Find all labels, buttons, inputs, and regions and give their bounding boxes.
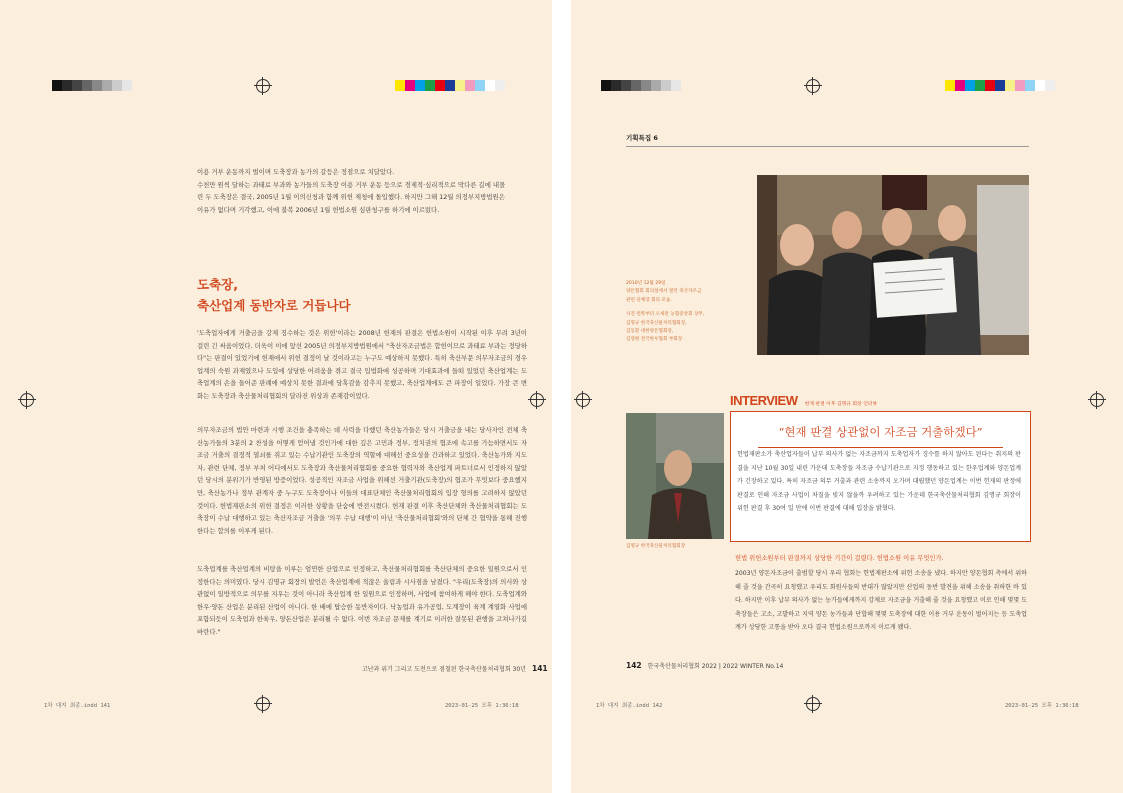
file-slug-date: 2023-01-25 오후 1:36:18 [1005, 703, 1079, 709]
registration-mark [806, 79, 820, 93]
color-bar [945, 80, 1055, 91]
page-number: 142 [626, 661, 642, 670]
caption-line: 김영원 전국한우협회 부회장 [626, 337, 683, 343]
interview-quote: “현재 판결 상관없이 자조금 거출하겠다” [778, 425, 983, 439]
registration-mark [576, 393, 590, 407]
section-heading [197, 274, 351, 316]
file-slug-date: 2023-01-25 오후 1:36:18 [445, 703, 519, 709]
caption-line: 김명규 한국축산물처리협회장, [626, 320, 687, 326]
interview-answer: 2003년 양돈자조금이 출범할 당시 우리 협회는 헌법재판소에 위헌 소송을 냈다. 하지만 양돈협회 측에서 위하해 줄 것을 간곡히 요청했고 우리도 회원사들의 반대가 많았지만 산업의 동반 발전을 위해 소송을 취하한 바 있다. 하지만 이후 납부 의사가 없는 농가들에게까지 강제로 자조금을 거출해 줄 것을 요청했고 이로 인해 몇몇 도축장들은 고소, 고발하고 지역 양돈 농가들과 단합해 몇몇 도축장에 대한 이용 거부 운동이 벌어지는 등 도축업계가 상당한 고통을 받아 오다 결국 헌법소원으로까지 이르게 됐다. [735, 570, 1027, 631]
page-number: 141 [531, 664, 548, 673]
intro-line: 이용 거부 운동까지 벌이며 도축장과 농가의 갈등은 정점으로 치달았다. [197, 168, 395, 176]
portrait-photo [626, 413, 724, 539]
intro-line: 이유가 없다며 기각했고, 이에 불복 2006년 1월 헌법소원 심판청구를 하기에 이르렀다. [197, 205, 440, 214]
registration-mark [256, 79, 270, 93]
caption-line: 양돈협회 회의실에서 열린 축산자조금 [626, 289, 702, 295]
grayscale-bar [601, 80, 681, 91]
heading-line: 축산업계 동반자로 거듭나다 [197, 298, 351, 313]
registration-mark [1090, 393, 1104, 407]
left-folio [362, 664, 548, 673]
caption-line: 사진 왼쪽부터 오세관 농협중앙회 상무, [626, 312, 705, 318]
registration-mark [806, 697, 820, 711]
body-column [197, 563, 527, 651]
file-slug: 1차 대지 최종.indd 141 [44, 703, 111, 709]
right-folio [626, 661, 783, 670]
portrait-caption: 김명규 한국축산물처리협회장 [626, 544, 686, 549]
file-slug: 1차 대지 최종.indd 142 [596, 703, 663, 709]
photo-caption [626, 280, 736, 345]
gutter [552, 0, 571, 793]
intro-paragraph [197, 166, 527, 216]
folio-text: 고난과 위기 그리고 도전으로 점철된 한국축산물처리협회 30년 [362, 666, 526, 673]
registration-mark [20, 393, 34, 407]
registration-mark [530, 393, 544, 407]
divider [626, 146, 1029, 147]
section-label: 기획특집 6 [626, 134, 658, 142]
paragraph: 의무자조금의 법안 마련과 시행 조건을 충족하는 데 사력을 다했던 축산농가들은 당시 거출금을 내는 당사자인 전체 축산농가들의 3분의 2 찬성을 어떻게 얻어낼 것인가에 대한 깊은 고민과 정부, 정치권의 협조에 속고를 가늠하면서도 자조금 거출의 결정적 열쇠를 쥐고 있는 수납기관인 도축장의 역할에 대해선 중요성을 간과하고 있었다. 축산농가와 지도자, 관련 단체, 정부 부처 어디에서도 도축장과 축산물처리협회를 중요한 협력자와 축산업계 파트너로서 인정하지 않았던 당시의 분위기가 반영된 방증이었다. 성공적인 자조금 사업을 위해선 거출기관(도축장)의 협조가 무엇보다 중요했지만, 축산농가나 정부 관계자 중 누구도 도축장이나 이들의 대표단체인 축산물처리협회의 입장 형의를 고려하지 않았던 것이다. 헌법재판소의 위헌 결정은 이러한 상황을 단숨에 반전시켰다. 헌재 판결 이후 축산단체와 축산물처리협회는 도축장이 수납 대행하고 있는 축산자조금 거출을 '의무 수납 대행'이 아닌 '축산물처리협회'와의 단체 간 협약을 통해 진행한다는 합의를 이루게 된다. [197, 426, 527, 535]
group-photo [757, 175, 1029, 355]
interview-question: 헌법 위헌소원부터 판결까지 상당한 기간이 걸렸다. 헌법소원 이유 무엇인가. [735, 555, 944, 562]
interview-header [730, 390, 877, 409]
heading-line: 도축장, [197, 277, 238, 292]
interview-subtitle: 헌재 판결 이후 김명규 회장 인터뷰 [804, 402, 878, 407]
grayscale-bar [52, 80, 132, 91]
body-column [197, 327, 527, 415]
intro-line: 린 두 도축장은 결국, 2005년 1월 이의신청과 함께 위헌 제청에 돌입했다. 하지만 그해 12월 의정부지방법원은 [197, 193, 505, 202]
interview-box [730, 411, 1031, 542]
paragraph: 도축업계를 축산업계의 비탕을 이루는 엄연한 산업으로 인정하고, 축산물처리협회를 축산단체의 중요한 일원으로서 인정한다는 의미였다. 당시 김명규 회장의 발언은 축산업계에 적잖은 울림과 시사점을 남겼다. "우리(도축장)의 의사와 상관없이 일방적으로 의무를 지우는 것이 아니라 축산업계 한 일원으로 인정하며, 사업에 참여하게 해야 한다. 도축업계와 한우·양돈 산업은 분리된 산업이 아니다. 한 배에 탑승한 동반자이다. 낙농업과 유가공업, 도계장이 육계 계열화 사업에 포함되듯이 도축업과 한육우, 양돈산업은 분리될 수 없다. 이번 자조금 문제를 계기로 이러한 잘못된 관행을 고쳐나가길 바란다." [197, 565, 527, 636]
intro-line: 수천만 원씩 달하는 과태료 부과와 농가들의 도축장 이용 거부 운동 등으로 경제적·심리적으로 막다른 길에 내몰 [197, 180, 506, 189]
body-column [197, 424, 527, 549]
interview-title: INTERVIEW [730, 393, 798, 408]
paragraph: '도축업자에게 거출금을 강제 징수하는 것은 위헌'이라는 2008년 헌재의 판결은 헌법소원이 시작된 이후 무려 3년이 걸린 긴 싸움이었다. 더욱이 이에 앞선 2005년 의정부지방법원에서 "축산자조금법은 합헌이므로 과태료 부과는 정당하다"는 판결이 있었기에 헌재에서 위헌 결정이 날 것이라고는 누구도 예상하지 못했다. 특히 축산부문 의무자조금의 경우 업계의 숙원 과제였으나 도입에 상당한 어려움을 겪고 결국 입법화에 성공하며 기대효과에 들떠 있었던 축산업계는 도축업계의 손을 들어준 판례에 예상치 못한 결과에 당혹감을 감추지 못했고, 축산업계에도 큰 파장이 일었다. 가장 큰 변화는 도축장과 축산물처리협회의 달라진 위상과 존재감이었다. [197, 329, 527, 400]
registration-mark [256, 697, 270, 711]
caption-line: 2010년 12월 29일 [626, 281, 666, 286]
folio-text: 한국축산물처리협회 2022 | 2022 WINTER No.14 [647, 663, 784, 670]
interview-body: 헌법재판소가 축산업자들이 납부 의사가 없는 자조금까지 도축업자가 징수를 하지 않아도 된다는 취지의 판결을 지난 10월 30일 내린 가운데 도축장들 자조금 수납기관으로 지정 행동하고 있는 한우업계와 양돈업계가 긴장하고 있다. 특히 자조금 의무 거출과 관련 소송까지 오가며 대립했던 양돈업계는 이번 헌재의 판정에 판결로 인해 자조금 사업이 차질을 빚지 않을까 우려하고 있는 가운데 한국축산물처리협회 김명규 회장이 위헌 판결 후 30여 일 만에 이번 판결에 대해 입장을 밝혔다. [737, 451, 1021, 512]
caption-line: 관련 단체장 회의 모습. [626, 297, 672, 303]
caption-line: 김동환 대한양돈협회장, [626, 329, 674, 335]
color-bar [395, 80, 505, 91]
